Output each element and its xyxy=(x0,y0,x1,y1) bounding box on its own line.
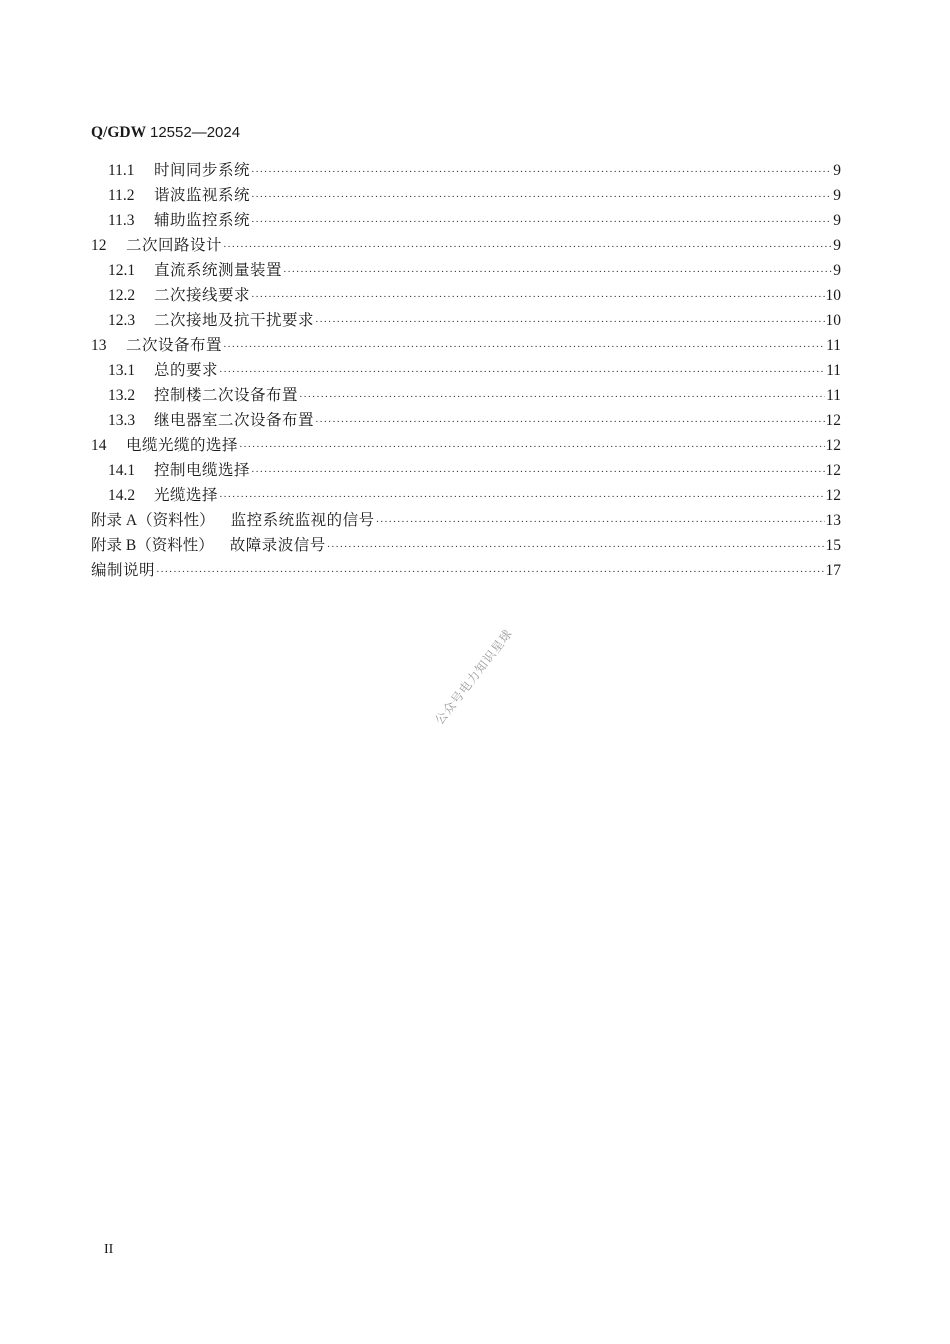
toc-number: 14.1 xyxy=(108,462,136,479)
toc-page: 9 xyxy=(833,262,841,279)
toc-title: 谐波监视系统 xyxy=(154,187,251,204)
toc-title: 控制楼二次设备布置 xyxy=(154,387,299,404)
toc-number: 11.3 xyxy=(108,212,135,229)
dot-leader xyxy=(315,410,824,435)
dot-leader xyxy=(299,385,825,410)
dot-leader xyxy=(315,310,824,335)
toc-page: 11 xyxy=(826,362,841,379)
toc-page: 11 xyxy=(826,337,841,354)
toc-entry-notes[interactable] xyxy=(91,558,841,583)
toc-page: 12 xyxy=(825,437,841,454)
toc-number: 12.3 xyxy=(108,312,136,329)
toc-title: 辅助监控系统 xyxy=(154,212,251,229)
standard-code: Q/GDW xyxy=(91,124,147,141)
toc-number: 附录 A（资料性） xyxy=(91,512,215,529)
table-of-contents xyxy=(91,158,841,583)
dot-leader xyxy=(156,560,824,585)
toc-title: 故障录波信号 xyxy=(229,537,326,554)
toc-entry-appendix-a[interactable] xyxy=(91,508,841,533)
standard-number: 12552—2024 xyxy=(150,124,241,141)
toc-number: 13.2 xyxy=(108,387,136,404)
toc-entry-13-1[interactable] xyxy=(91,358,841,383)
toc-entry-14-1[interactable] xyxy=(91,458,841,483)
toc-page: 12 xyxy=(825,462,841,479)
dot-leader xyxy=(376,510,825,535)
toc-title: 监控系统监视的信号 xyxy=(230,512,375,529)
toc-entry-appendix-b[interactable] xyxy=(91,533,841,558)
dot-leader xyxy=(223,235,832,260)
toc-number: 附录 B（资料性） xyxy=(91,537,214,554)
dot-leader xyxy=(327,535,825,560)
toc-page: 12 xyxy=(825,487,841,504)
toc-entry-14-2[interactable] xyxy=(91,483,841,508)
toc-title: 控制电缆选择 xyxy=(154,462,251,479)
toc-number: 13.1 xyxy=(108,362,136,379)
dot-leader xyxy=(251,185,832,210)
toc-title: 二次回路设计 xyxy=(126,237,223,254)
toc-page: 10 xyxy=(825,312,841,329)
toc-page: 9 xyxy=(833,162,841,179)
toc-title: 总的要求 xyxy=(154,362,219,379)
toc-number: 12.1 xyxy=(108,262,136,279)
toc-entry-14[interactable] xyxy=(91,433,841,458)
dot-leader xyxy=(239,435,824,460)
toc-number: 12 xyxy=(91,237,107,254)
page-number: II xyxy=(104,1242,114,1257)
toc-title: 二次设备布置 xyxy=(126,337,223,354)
dot-leader xyxy=(219,360,825,385)
toc-page: 15 xyxy=(825,537,841,554)
toc-page: 12 xyxy=(825,412,841,429)
dot-leader xyxy=(219,485,824,510)
toc-number: 11.2 xyxy=(108,187,135,204)
dot-leader xyxy=(251,160,832,185)
toc-page: 13 xyxy=(825,512,841,529)
toc-number: 12.2 xyxy=(108,287,136,304)
toc-title: 光缆选择 xyxy=(154,487,219,504)
toc-page: 17 xyxy=(825,562,841,579)
toc-title: 直流系统测量装置 xyxy=(154,262,283,279)
dot-leader xyxy=(251,210,832,235)
toc-page: 9 xyxy=(833,187,841,204)
toc-number: 13 xyxy=(91,337,107,354)
toc-page: 9 xyxy=(833,237,841,254)
toc-entry-13-2[interactable] xyxy=(91,383,841,408)
toc-title: 编制说明 xyxy=(91,562,156,579)
dot-leader xyxy=(223,335,825,360)
toc-entry-13-3[interactable] xyxy=(91,408,841,433)
dot-leader xyxy=(251,460,824,485)
toc-page: 11 xyxy=(826,387,841,404)
toc-title: 电缆光缆的选择 xyxy=(126,437,239,454)
toc-number: 11.1 xyxy=(108,162,135,179)
toc-number: 14 xyxy=(91,437,107,454)
toc-entry-12[interactable] xyxy=(91,233,841,258)
toc-page: 9 xyxy=(833,212,841,229)
toc-number: 13.3 xyxy=(108,412,136,429)
toc-title: 二次接线要求 xyxy=(154,287,251,304)
toc-entry-13[interactable] xyxy=(91,333,841,358)
toc-title: 继电器室二次设备布置 xyxy=(154,412,315,429)
dot-leader xyxy=(283,260,832,285)
toc-entry-11-3[interactable] xyxy=(91,208,841,233)
toc-page: 10 xyxy=(825,287,841,304)
toc-entry-12-3[interactable] xyxy=(91,308,841,333)
toc-entry-11-1[interactable] xyxy=(91,158,841,183)
toc-entry-11-2[interactable] xyxy=(91,183,841,208)
toc-entry-12-1[interactable] xyxy=(91,258,841,283)
toc-title: 二次接地及抗干扰要求 xyxy=(154,312,315,329)
toc-entry-12-2[interactable] xyxy=(91,283,841,308)
document-header xyxy=(91,124,240,142)
watermark-text: 公众号电力知识星球 xyxy=(432,626,516,728)
dot-leader xyxy=(251,285,824,310)
toc-title: 时间同步系统 xyxy=(154,162,251,179)
toc-number: 14.2 xyxy=(108,487,136,504)
